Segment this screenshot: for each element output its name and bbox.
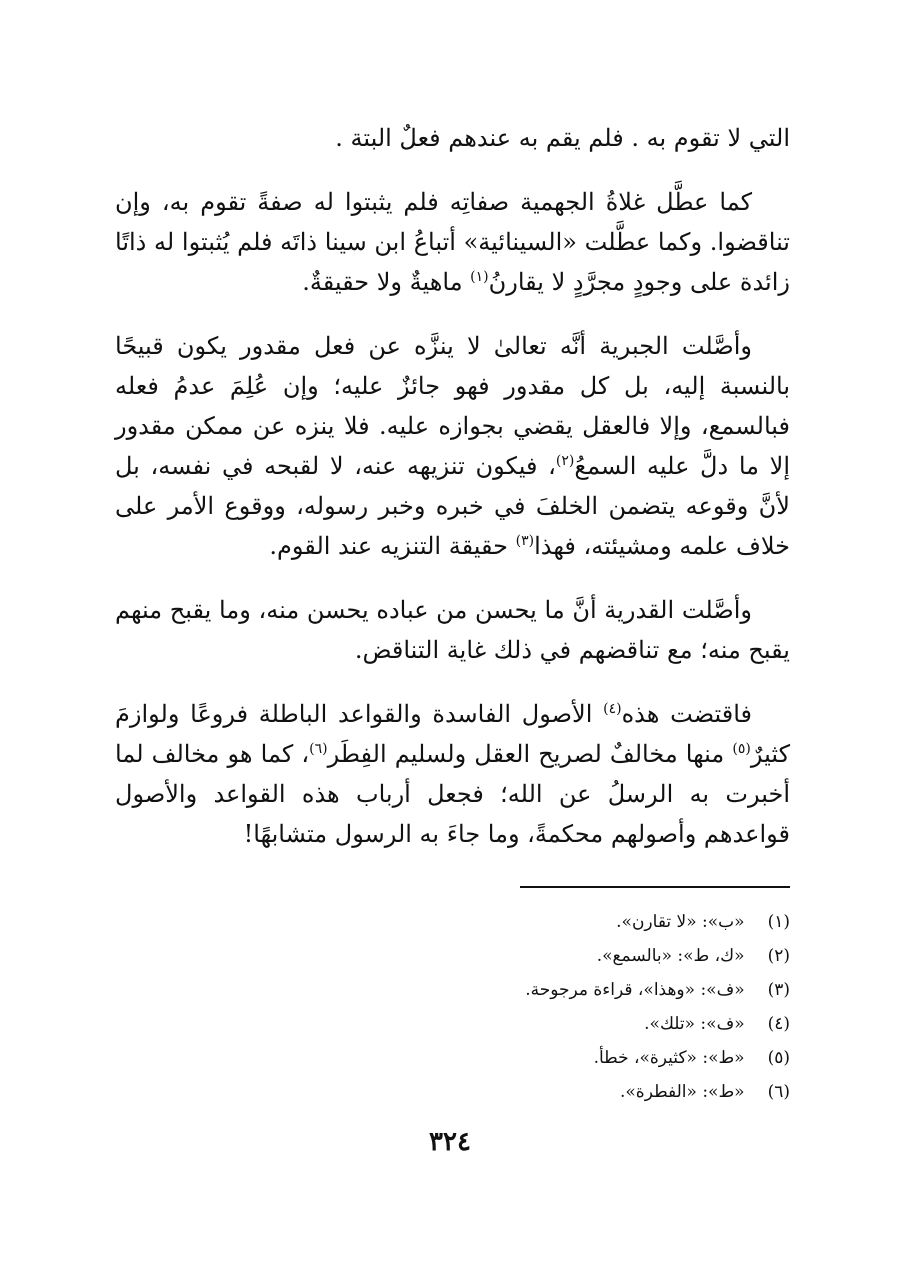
page-number: ٣٢٤ — [429, 1127, 471, 1157]
text-segment: ، كما هو مخالف لما أخبرت به الرسلُ عن الله؛ فجعل أرباب هذه القواعد والأصول قواعدهم وأصولهم محكمةً، وما جاءَ به الرسول متشابهًا! — [115, 740, 790, 848]
footnote-ref-1[interactable]: (١) — [470, 269, 489, 285]
paragraph-2 — [115, 182, 790, 302]
footnote-number: (٥) — [767, 1048, 790, 1068]
footnotes — [400, 905, 790, 1109]
footnote-text: «ف»: «تلك». — [644, 1014, 745, 1034]
paragraph-3 — [115, 326, 790, 566]
paragraph-1 — [115, 118, 790, 158]
footnote-number: (٤) — [767, 1014, 790, 1034]
footnote-item — [400, 939, 790, 973]
footnote-ref-6[interactable]: (٦) — [309, 741, 328, 757]
text-segment: حقيقة التنزيه عند القوم. — [269, 532, 516, 560]
footnote-item — [400, 1075, 790, 1109]
footnote-number: (٦) — [767, 1082, 790, 1102]
text-segment: وأصَّلت الجبرية أنَّه تعالىٰ لا ينزَّه عن فعل مقدور يكون قبيحًا بالنسبة إليه، بل كل مقدور فهو جائزٌ عليه؛ وإن عُلِمَ عدمُ فعله فبالسمع، وإلا فالعقل يقضي بجوازه عليه. فلا ينزه عن ممكن مقدور إلا ما دلَّ عليه السمعُ — [115, 332, 791, 480]
paragraph-5 — [115, 694, 790, 854]
text-segment: ماهيةٌ ولا حقيقةٌ. — [302, 268, 471, 296]
footnote-item — [400, 1041, 790, 1075]
footnote-text: «ط»: «كثيرة»، خطأ. — [593, 1048, 745, 1068]
text-segment: الأصول الفاسدة والقواعد الباطلة فروعًا ولوازمَ كثيرٌ — [115, 700, 790, 768]
footnote-item — [400, 1007, 790, 1041]
text-segment: منها مخالفٌ لصريح العقل ولسليم الفِطَر — [327, 740, 733, 768]
text-segment: فاقتضت هذه — [621, 700, 753, 728]
footnote-number: (٣) — [767, 980, 790, 1000]
footnote-ref-2[interactable]: (٢) — [555, 453, 575, 469]
footnote-ref-4[interactable]: (٤) — [603, 701, 622, 717]
text-segment: ، فيكون تنزيهه عنه، لا لقبحه في نفسه، بل لأنَّ وقوعه يتضمن الخلفَ في خبره وخبر رسوله، ووقوع الأمر على خلاف علمه ومشيئته، فهذا — [115, 452, 790, 560]
footnote-ref-3[interactable]: (٣) — [515, 533, 535, 549]
main-text — [115, 118, 790, 878]
footnote-number: (١) — [767, 912, 790, 932]
text-segment: وأصَّلت القدرية أنَّ ما يحسن من عباده يحسن منه، وما يقبح منهم يقبح منه؛ مع تناقضهم في ذلك غاية التناقض. — [115, 596, 790, 664]
paragraph-4 — [115, 590, 790, 670]
text-segment: كما عطَّل غلاةُ الجهمية صفاتِه فلم يثبتوا له صفةً تقوم به، وإن تناقضوا. وكما عطَّلت «السينائية» أتباعُ ابن سينا ذاتَه فلم يُثبتوا له ذاتًا زائدة على وجودٍ مجرَّدٍ لا يقارنُ — [115, 188, 790, 296]
footnote-item — [400, 973, 790, 1007]
footnote-item — [400, 905, 790, 939]
footnote-ref-5[interactable]: (٥) — [732, 741, 751, 757]
footnote-divider — [520, 886, 790, 888]
footnote-text: «ك، ط»: «بالسمع». — [596, 946, 745, 966]
footnote-text: «ف»: «وهذا»، قراءة مرجوحة. — [525, 980, 745, 1000]
footnote-number: (٢) — [767, 946, 790, 966]
footnote-text: «ب»: «لا تقارن». — [616, 912, 745, 932]
text-segment: التي لا تقوم به . فلم يقم به عندهم فعلٌ البتة . — [335, 124, 790, 152]
footnote-text: «ط»: «الفطرة». — [619, 1082, 745, 1102]
